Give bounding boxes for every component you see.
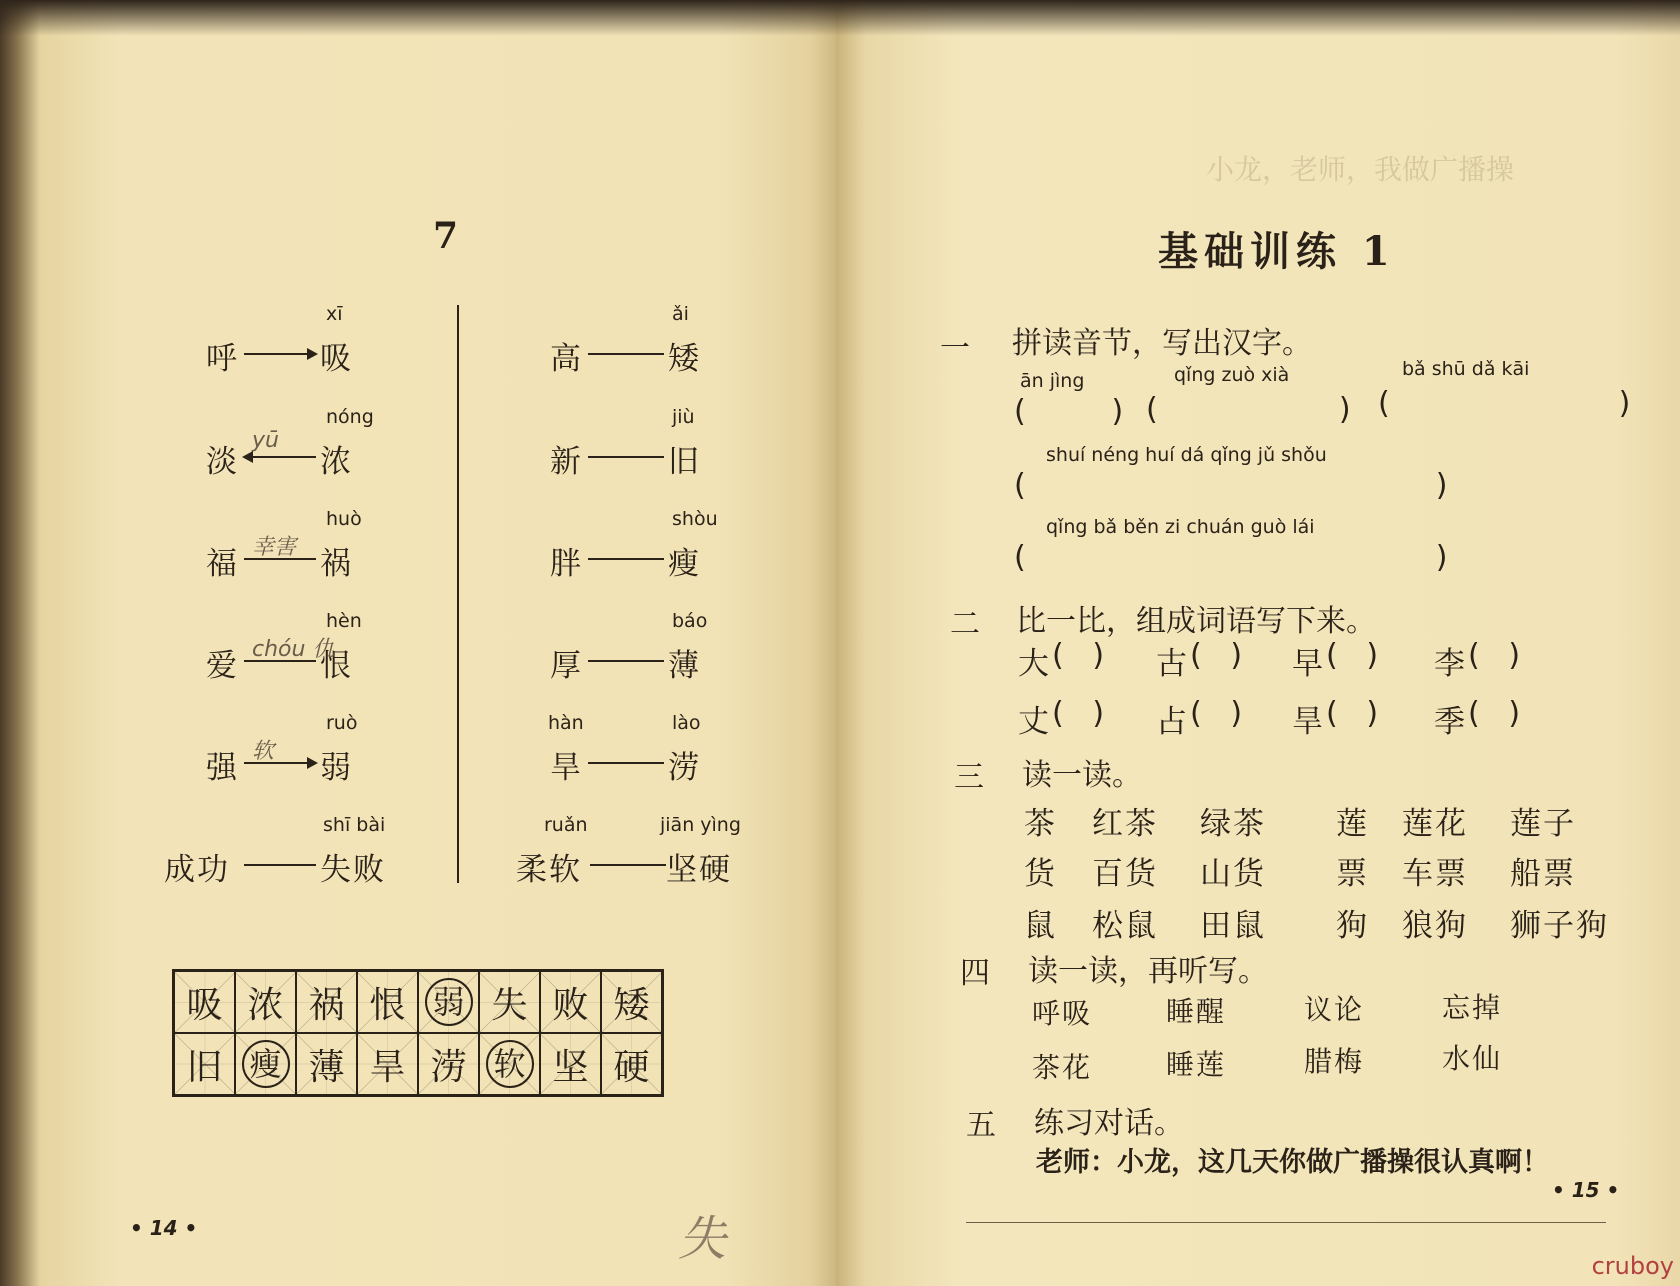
pinyin-annotation: jiù <box>672 406 695 428</box>
read-word: 货 <box>1024 856 1057 892</box>
grid-cell: 祸 <box>296 971 357 1034</box>
antonym-word-a: 成功 <box>164 852 230 888</box>
antonym-word-b: 吸 <box>320 341 353 377</box>
pinyin-sentence: shuí néng huí dá qǐng jǔ shǒu <box>1046 444 1327 466</box>
answer-blank: ( ) <box>1326 696 1379 731</box>
read-word: 莲花 <box>1402 806 1468 842</box>
read-word: 车票 <box>1402 856 1468 892</box>
pinyin-annotation: ruǎn <box>544 814 588 836</box>
handwritten-note: 幸害 <box>252 535 297 560</box>
antonym-word-a: 淡 <box>206 444 239 480</box>
antonym-word-b: 恨 <box>320 648 353 684</box>
answer-blank: ( ) <box>1468 638 1521 673</box>
read-word: 狼狗 <box>1402 908 1468 944</box>
section-5-text: 练习对话。 <box>1034 1106 1184 1141</box>
read-word: 田鼠 <box>1200 908 1266 944</box>
left-page <box>0 0 836 1286</box>
connector-line <box>588 762 664 764</box>
compare-character: 早 <box>1292 646 1325 682</box>
grid-cell: 薄 <box>296 1033 357 1096</box>
grid-row <box>174 1033 663 1096</box>
pinyin-annotation: shòu <box>672 508 718 530</box>
dictation-word: 呼吸 <box>1032 997 1093 1030</box>
pinyin-annotation: ruò <box>326 712 358 734</box>
antonym-word-a: 强 <box>206 750 239 786</box>
pinyin-annotation: hàn <box>548 712 584 734</box>
handwritten-note: chóu 仇 <box>252 637 335 662</box>
pinyin-annotation: shī bài <box>323 814 386 836</box>
pinyin-word: bǎ shū dǎ kāi <box>1402 358 1530 380</box>
section-1-number: 一 <box>940 331 970 366</box>
dictation-word: 忘掉 <box>1442 991 1503 1024</box>
read-word: 票 <box>1336 856 1369 892</box>
compare-character: 丈 <box>1018 704 1051 740</box>
right-page <box>836 0 1680 1286</box>
pinyin-sentence: qǐng bǎ běn zi chuán guò lái <box>1046 516 1315 538</box>
compare-character: 古 <box>1156 646 1189 682</box>
compare-character: 占 <box>1156 704 1189 740</box>
connector-line <box>590 864 666 866</box>
grid-row <box>174 971 663 1034</box>
antonym-word-a: 呼 <box>206 341 239 377</box>
antonym-word-a: 旱 <box>550 750 583 786</box>
grid-cell: 硬 <box>601 1033 663 1096</box>
grid-cell: 恨 <box>357 971 418 1034</box>
page-shadow <box>836 0 1680 36</box>
answer-blank: ( ) <box>1190 696 1243 731</box>
antonym-word-b: 浓 <box>320 444 353 480</box>
antonym-word-b: 弱 <box>320 750 353 786</box>
pinyin-annotation: ǎi <box>672 303 689 325</box>
antonym-word-b: 祸 <box>320 546 353 582</box>
handwritten-note: yū <box>252 428 279 453</box>
compare-character: 季 <box>1434 704 1467 740</box>
antonym-word-b: 矮 <box>668 341 701 377</box>
lesson-number: 7 <box>433 215 459 257</box>
bleed-through-text: 小龙，老师，我做广播操 <box>1206 153 1515 186</box>
column-divider <box>457 305 459 883</box>
connector-line <box>588 353 664 355</box>
read-word: 狗 <box>1336 908 1369 944</box>
page-shadow <box>0 0 836 36</box>
read-word: 狮子狗 <box>1510 908 1609 944</box>
grid-cell <box>418 971 479 1034</box>
read-word: 船票 <box>1510 856 1576 892</box>
connector-line <box>244 864 316 866</box>
grid-cell: 坚 <box>540 1033 601 1096</box>
pinyin-annotation: hèn <box>326 610 362 632</box>
section-2-text: 比一比，组成词语写下来。 <box>1016 604 1376 639</box>
section-2-number: 二 <box>950 607 980 642</box>
pinyin-annotation: báo <box>672 610 708 632</box>
antonym-word-b: 失败 <box>320 852 386 888</box>
answer-blank[interactable]: ( ) <box>1014 468 1448 503</box>
grid-cell: 矮 <box>601 971 663 1034</box>
pinyin-annotation: jiān yìng <box>660 814 741 836</box>
circled-character: 软 <box>486 1040 534 1088</box>
grid-cell <box>479 1033 540 1096</box>
circled-character: 弱 <box>425 978 473 1026</box>
section-4-number: 四 <box>960 956 990 991</box>
read-word: 绿茶 <box>1200 806 1266 842</box>
page-number-left-value: 14 <box>149 1216 178 1240</box>
pinyin-annotation: xī <box>326 303 343 325</box>
grid-cell: 涝 <box>418 1033 479 1096</box>
antonym-word-b: 薄 <box>668 648 701 684</box>
page-underline <box>966 1222 1606 1223</box>
compare-character: 旱 <box>1292 704 1325 740</box>
pinyin-word: ān jìng <box>1020 370 1085 392</box>
read-word: 百货 <box>1092 856 1158 892</box>
pinyin-annotation: huò <box>326 508 362 530</box>
grid-cell: 旱 <box>357 1033 418 1096</box>
read-word: 茶 <box>1024 806 1057 842</box>
page-number-right-value: 15 <box>1571 1178 1600 1202</box>
antonym-word-a: 胖 <box>550 546 583 582</box>
connector-line <box>588 558 664 560</box>
pinyin-word: qǐng zuò xià <box>1174 364 1290 386</box>
character-grid <box>172 969 664 1097</box>
section-3-number: 三 <box>954 760 984 795</box>
handwritten-note: 软 <box>252 739 275 764</box>
antonym-word-a: 福 <box>206 546 239 582</box>
grid-cell: 败 <box>540 971 601 1034</box>
section-3-text: 读一读。 <box>1022 758 1142 793</box>
answer-blank[interactable]: ( ) <box>1146 392 1351 427</box>
answer-blank[interactable]: ( ) <box>1014 540 1448 575</box>
dialogue-line: 老师：小龙，这几天你做广播操很认真啊！ <box>1036 1147 1549 1178</box>
exercise-title: 基础训练 1 <box>1158 228 1396 275</box>
section-4-text: 读一读，再听写。 <box>1028 954 1268 989</box>
handwritten-note: 失 <box>678 1211 727 1267</box>
antonym-word-b: 旧 <box>668 444 701 480</box>
grid-cell: 吸 <box>174 971 236 1034</box>
section-1-text: 拼读音节，写出汉字。 <box>1012 326 1312 361</box>
dictation-word: 腊梅 <box>1304 1045 1365 1078</box>
section-5-number: 五 <box>966 1108 996 1143</box>
antonym-word-a: 柔软 <box>516 852 582 888</box>
read-word: 松鼠 <box>1092 908 1158 944</box>
answer-blank[interactable]: ( ) <box>1378 386 1631 421</box>
pinyin-annotation: nóng <box>326 406 374 428</box>
connector-line <box>244 456 316 458</box>
connector-line <box>588 456 664 458</box>
watermark: cruboy <box>1591 1252 1674 1280</box>
grid-cell: 浓 <box>235 971 296 1034</box>
answer-blank: ( ) <box>1468 696 1521 731</box>
answer-blank[interactable]: ( ) <box>1014 394 1124 429</box>
antonym-word-a: 厚 <box>550 648 583 684</box>
page-number-right: • 15 • <box>1552 1178 1620 1202</box>
antonym-word-a: 新 <box>550 444 583 480</box>
antonym-word-a: 爱 <box>206 648 239 684</box>
read-word: 鼠 <box>1024 908 1057 944</box>
grid-cell <box>235 1033 296 1096</box>
page-number-left: • 14 • <box>130 1216 198 1240</box>
compare-character: 李 <box>1434 646 1467 682</box>
dictation-word: 睡醒 <box>1166 995 1227 1028</box>
read-word: 山货 <box>1200 856 1266 892</box>
read-word: 莲子 <box>1510 806 1576 842</box>
antonym-word-b: 坚硬 <box>666 852 732 888</box>
dictation-word: 茶花 <box>1032 1051 1093 1084</box>
answer-blank: ( ) <box>1052 696 1105 731</box>
read-word: 莲 <box>1336 806 1369 842</box>
pinyin-annotation: lào <box>672 712 701 734</box>
antonym-word-b: 涝 <box>668 750 701 786</box>
antonym-word-b: 瘦 <box>668 546 701 582</box>
grid-cell: 失 <box>479 971 540 1034</box>
answer-blank: ( ) <box>1190 638 1243 673</box>
dictation-word: 水仙 <box>1442 1042 1503 1075</box>
answer-blank: ( ) <box>1052 638 1105 673</box>
antonym-word-a: 高 <box>550 341 583 377</box>
answer-blank: ( ) <box>1326 638 1379 673</box>
compare-character: 大 <box>1018 646 1051 682</box>
dictation-word: 议论 <box>1304 993 1365 1026</box>
connector-line <box>588 660 664 662</box>
dictation-word: 睡莲 <box>1166 1048 1227 1081</box>
read-word: 红茶 <box>1092 806 1158 842</box>
connector-line <box>244 353 316 355</box>
circled-character: 瘦 <box>242 1040 290 1088</box>
grid-cell: 旧 <box>174 1033 236 1096</box>
